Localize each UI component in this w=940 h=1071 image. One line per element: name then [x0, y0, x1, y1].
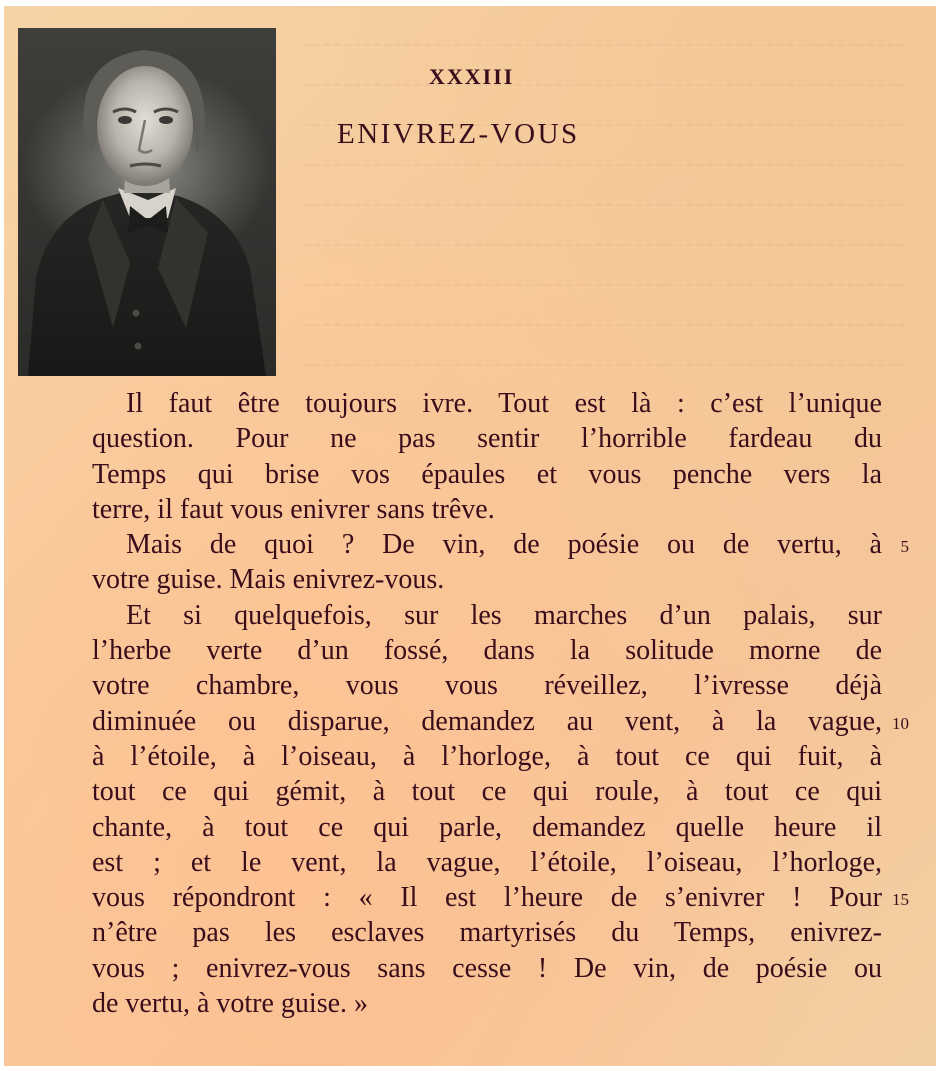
text-line — [92, 668, 882, 703]
portrait-photo — [18, 28, 276, 376]
text-line-content: diminuée ou disparue, demandez au vent, à la vague, — [92, 705, 882, 737]
text-line-content: tout ce qui gémit, à tout ce qui roule, à tout ce qui — [92, 776, 882, 808]
poem-text — [92, 386, 909, 1021]
text-line-content: n’être pas les esclaves martyrisés du Temps, enivrez- — [92, 917, 882, 949]
show-through-texture — [304, 6, 936, 376]
portrait-icon — [18, 28, 276, 376]
text-line — [92, 562, 882, 597]
poem-title: ENIVREZ-VOUS — [337, 118, 580, 150]
text-line-content: votre guise. Mais enivrez-vous. — [92, 564, 445, 596]
text-line — [92, 739, 882, 774]
text-line-content: vous répondront : « Il est l’heure de s’enivrer ! Pour — [92, 882, 882, 914]
book-page — [4, 6, 936, 1066]
text-line-content: Et si quelquefois, sur les marches d’un palais, sur — [126, 599, 882, 631]
text-line — [92, 810, 882, 845]
text-line — [92, 527, 909, 562]
text-line-content: Il faut être toujours ivre. Tout est là : c’est l’unique — [126, 388, 882, 419]
text-line — [92, 457, 882, 492]
text-line-content: est ; et le vent, la vague, l’étoile, l’oiseau, l’horloge, — [92, 846, 882, 878]
text-line — [92, 704, 909, 739]
text-line-content: question. Pour ne pas sentir l’horrible fardeau du — [92, 423, 882, 455]
text-line-content: vous ; enivrez-vous sans cesse ! De vin, de poésie ou — [92, 952, 882, 984]
text-line-content: Mais de quoi ? De vin, de poésie ou de vertu, à — [126, 529, 882, 561]
text-line — [92, 386, 882, 421]
poem-number: XXXIII — [429, 64, 515, 89]
text-line — [92, 915, 882, 950]
text-line — [92, 986, 882, 1021]
text-line-content: terre, il faut vous enivrer sans trêve. — [92, 493, 495, 525]
text-line — [92, 421, 882, 456]
text-line — [92, 880, 909, 915]
text-line-content: à l’étoile, à l’oiseau, à l’horloge, à tout ce qui fuit, à — [92, 740, 882, 772]
text-line-content: votre chambre, vous vous réveillez, l’ivresse déjà — [92, 670, 882, 702]
text-line — [92, 598, 882, 633]
text-line — [92, 633, 882, 668]
text-line — [92, 845, 882, 880]
line-number: 15 — [892, 890, 909, 910]
text-line — [92, 951, 882, 986]
text-line-content: l’herbe verte d’un fossé, dans la solitude morne de — [92, 635, 882, 667]
line-number: 10 — [892, 713, 909, 733]
text-line-content: de vertu, à votre guise. » — [92, 988, 369, 1020]
text-line — [92, 774, 882, 809]
text-line-content: chante, à tout ce qui parle, demandez quelle heure il — [92, 811, 882, 843]
text-line — [92, 492, 882, 527]
line-number: 5 — [900, 537, 909, 557]
text-line-content: Temps qui brise vos épaules et vous penche vers la — [92, 458, 882, 490]
